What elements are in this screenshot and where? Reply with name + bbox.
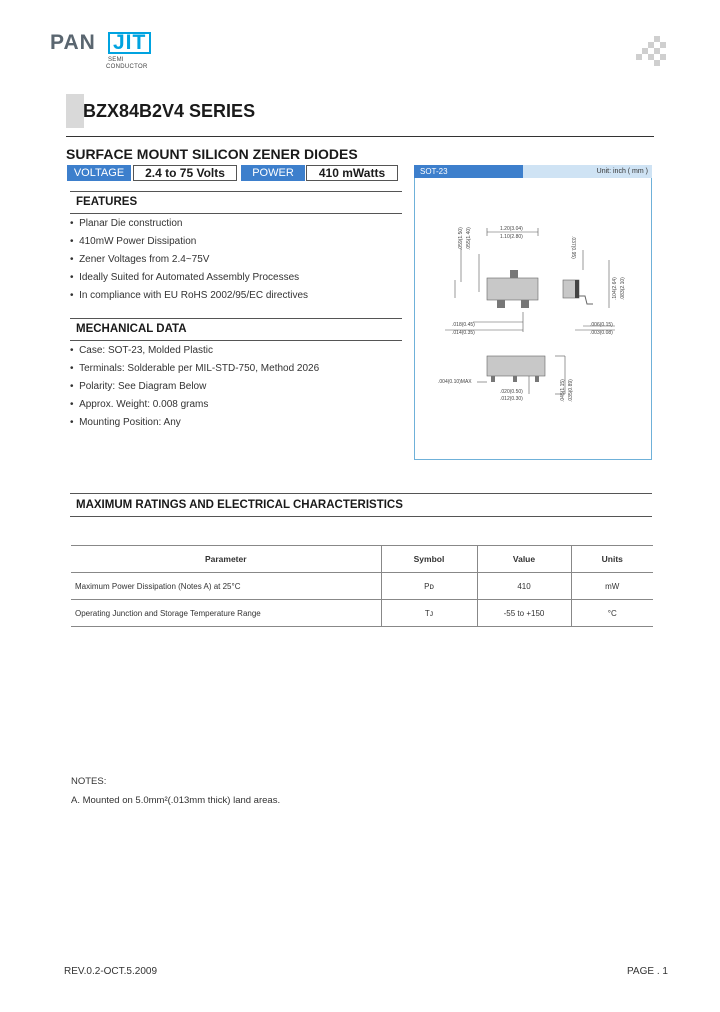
- table-header-row: [71, 546, 653, 573]
- voltage-value: 2.4 to 75 Volts: [133, 165, 237, 181]
- package-name: SOT-23: [414, 165, 523, 178]
- dim-label: .012(0.30): [500, 396, 523, 402]
- dim-label: .045(1.15): [560, 379, 566, 402]
- feature-item: • Ideally Suited for Automated Assembly Processes: [70, 272, 300, 283]
- table-row: [71, 600, 653, 627]
- features-heading: FEATURES: [76, 196, 138, 208]
- logo-text-pan: PAN: [50, 31, 96, 54]
- cell-symbol: Tᴊ: [381, 600, 477, 627]
- package-drawing: [415, 180, 651, 458]
- company-logo: [50, 30, 160, 78]
- cell-units: °C: [571, 600, 653, 627]
- mechanical-top-rule: [70, 318, 402, 319]
- cell-value: 410: [477, 573, 571, 600]
- mechanical-item: • Case: SOT-23, Molded Plastic: [70, 345, 214, 356]
- dim-label: 1.20(3.04): [500, 226, 523, 232]
- feature-item: • Planar Die construction: [70, 218, 183, 229]
- title-accent-box: [66, 94, 84, 128]
- package-units: Unit: inch ( mm ): [523, 165, 652, 178]
- dim-label: .004(0.10)MAX: [438, 379, 472, 385]
- dim-label: 1.10(2.80): [500, 234, 523, 240]
- logo-text-jit: JIT: [108, 32, 151, 54]
- cell-parameter: Operating Junction and Storage Temperature Range: [71, 600, 381, 627]
- features-top-rule: [70, 191, 402, 192]
- feature-item: • In compliance with EU RoHS 2002/95/EC directives: [70, 290, 309, 301]
- dim-label: .006(0.15): [590, 322, 613, 328]
- dim-label: .018(0.45): [452, 322, 475, 328]
- voltage-label: VOLTAGE: [67, 165, 131, 181]
- dim-label: .020(0.50): [500, 389, 523, 395]
- column-header-parameter: Parameter: [71, 546, 381, 573]
- cell-symbol: Pᴅ: [381, 573, 477, 600]
- dim-label: .059(1.50): [458, 227, 464, 250]
- mechanical-bottom-rule: [70, 340, 402, 341]
- notes-heading: NOTES:: [71, 776, 107, 787]
- page-subtitle: SURFACE MOUNT SILICON ZENER DIODES: [66, 146, 358, 162]
- dim-label: .083(2.10): [620, 277, 626, 300]
- column-header-value: Value: [477, 546, 571, 573]
- mechanical-item: • Terminals: Solderable per MIL-STD-750, Method 2026: [70, 363, 320, 374]
- feature-item: • Zener Voltages from 2.4~75V: [70, 254, 210, 265]
- power-value: 410 mWatts: [306, 165, 398, 181]
- mechanical-item: • Mounting Position: Any: [70, 417, 181, 428]
- dim-label: .104(2.64): [612, 277, 618, 300]
- page-title: BZX84B2V4 SERIES: [83, 101, 256, 121]
- ratings-table: [71, 545, 653, 627]
- cell-parameter: Maximum Power Dissipation (Notes A) at 25°C: [71, 573, 381, 600]
- cell-units: mW: [571, 573, 653, 600]
- ratings-top-rule: [70, 493, 652, 494]
- cell-value: -55 to +150: [477, 600, 571, 627]
- corner-decoration: [636, 36, 666, 66]
- ratings-heading: MAXIMUM RATINGS AND ELECTRICAL CHARACTERISTICS: [76, 499, 403, 511]
- dim-label: .055(1.40): [466, 227, 472, 250]
- page-number: PAGE . 1: [627, 966, 668, 977]
- dim-label: .035(0.89): [568, 379, 574, 402]
- mechanical-item: • Polarity: See Diagram Below: [70, 381, 207, 392]
- revision-label: REV.0.2-OCT.5.2009: [64, 966, 158, 977]
- features-bottom-rule: [70, 213, 402, 214]
- logo-subtext-conductor: CONDUCTOR: [106, 64, 148, 70]
- table-row: [71, 573, 653, 600]
- logo-subtext-semi: SEMI: [108, 57, 124, 63]
- note-item: A. Mounted on 5.0mm²(.013mm thick) land areas.: [71, 795, 281, 806]
- mechanical-heading: MECHANICAL DATA: [76, 323, 187, 335]
- power-label: POWER: [241, 165, 305, 181]
- column-header-symbol: Symbol: [381, 546, 477, 573]
- mechanical-item: • Approx. Weight: 0.008 grams: [70, 399, 209, 410]
- dim-label: .014(0.35): [452, 330, 475, 336]
- feature-item: • 410mW Power Dissipation: [70, 236, 197, 247]
- title-divider: [66, 136, 654, 137]
- column-header-units: Units: [571, 546, 653, 573]
- dim-label: .037(0.95): [570, 236, 576, 259]
- ratings-bottom-rule: [70, 516, 652, 517]
- dim-label: .003(0.08): [590, 330, 613, 336]
